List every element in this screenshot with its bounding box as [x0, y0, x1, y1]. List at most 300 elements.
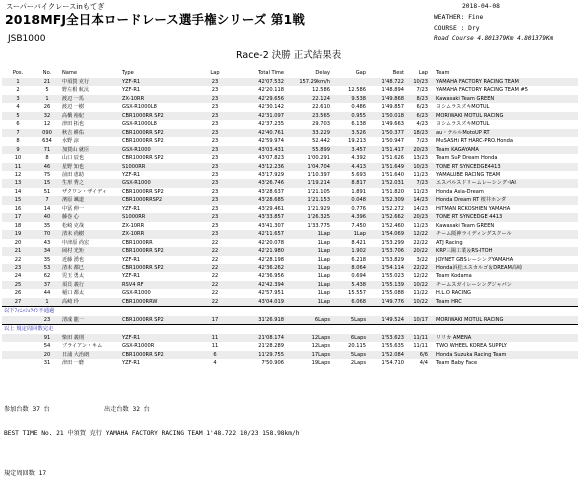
delay-cell: 1Lap — [286, 256, 332, 264]
pos-cell — [2, 316, 34, 325]
rider-name-cell: 清成 龍一 — [60, 316, 120, 325]
delay-cell: 1Lap — [286, 289, 332, 297]
best-lap-time-cell: 1'50.018 — [368, 112, 406, 120]
pos-cell: 14 — [2, 188, 34, 196]
table-row — [2, 230, 578, 238]
best-lap-time-cell: 1'49.776 — [368, 298, 406, 307]
table-row — [2, 146, 578, 154]
total-time-cell: 42'30.142 — [234, 103, 286, 111]
pos-cell: 7 — [2, 129, 34, 137]
total-time-cell: 11'29.755 — [234, 351, 286, 359]
table-row — [2, 129, 578, 137]
rider-name-cell: 中冨 伸一 — [60, 205, 120, 213]
laps-cell: 23 — [196, 120, 234, 128]
machine-cell: CBR1000RRW — [120, 298, 196, 307]
gap-cell: 12.586 — [332, 86, 368, 94]
laps-cell: 22 — [196, 289, 234, 297]
best-lap-number-cell: 10/23 — [406, 163, 430, 171]
col-pos: Pos. — [12, 70, 24, 76]
best-lap-number-cell: 6/23 — [406, 112, 430, 120]
gap-cell: 3.526 — [332, 129, 368, 137]
pos-cell: 1 — [2, 78, 34, 86]
machine-cell: GSX-R1000 — [120, 146, 196, 154]
results-body — [2, 78, 578, 367]
number-cell: 35 — [34, 256, 60, 264]
rider-name-cell: 加賀山 就臣 — [60, 146, 120, 154]
delay-cell: 1'10.397 — [286, 171, 332, 179]
rider-name-cell: ザクワン・ザイディ — [60, 188, 120, 196]
pos-cell: 9 — [2, 146, 34, 154]
gap-cell: 8.817 — [332, 179, 368, 187]
best-lap-time-cell: 1'51.649 — [368, 163, 406, 171]
number-cell: 75 — [34, 171, 60, 179]
best-lap-time-cell: 1'55.023 — [368, 272, 406, 280]
best-lap-time-cell: 1'52.309 — [368, 196, 406, 204]
best-lap-time-cell: 1'49.524 — [368, 316, 406, 325]
table-row — [2, 298, 578, 307]
number-cell: 46 — [34, 163, 60, 171]
number-cell: 37 — [34, 281, 60, 289]
laps-cell: 22 — [196, 272, 234, 280]
laps-cell: 23 — [196, 146, 234, 154]
team-cell: Kawasaki Team GREEN — [430, 222, 578, 230]
table-header-row — [2, 69, 578, 78]
machine-cell: CBR1000RR SP2 — [120, 137, 196, 145]
table-row — [2, 264, 578, 272]
rider-name-cell: 濱原 颯道 — [60, 196, 120, 204]
machine-cell: RSV4 RF — [120, 281, 196, 289]
total-time-cell: 42'40.761 — [234, 129, 286, 137]
below-laps-separator-label: 以上 規定周回数完走 — [2, 325, 578, 334]
table-row — [2, 103, 578, 111]
machine-cell: CBR1000RR SP2 — [120, 154, 196, 162]
rider-name-cell: 生形 秀之 — [60, 179, 120, 187]
pos-cell: 15 — [2, 196, 34, 204]
team-cell: Team SuP Dream Honda — [430, 154, 578, 162]
laps-cell: 23 — [196, 205, 234, 213]
gap-cell: 5Laps — [332, 351, 368, 359]
gap-cell: 7.450 — [332, 222, 368, 230]
number-cell: 43 — [34, 239, 60, 247]
best-lap-number-cell: 14/23 — [406, 196, 430, 204]
machine-cell: S1000RR — [120, 163, 196, 171]
delay-cell: 23.565 — [286, 112, 332, 120]
team-cell: リリカ AMENA — [430, 334, 578, 342]
delay-cell: 1'21.929 — [286, 205, 332, 213]
total-time-cell: 43'29.461 — [234, 205, 286, 213]
laps-cell: 22 — [196, 256, 234, 264]
delay-cell: 52.442 — [286, 137, 332, 145]
laps-cell: 23 — [196, 78, 234, 86]
delay-cell: 29.703 — [286, 120, 332, 128]
total-time-cell: 42'29.656 — [234, 95, 286, 103]
gap-cell: 0.486 — [332, 103, 368, 111]
table-row — [2, 239, 578, 247]
gap-cell: 19.213 — [332, 137, 368, 145]
total-time-cell: 42'20.078 — [234, 239, 286, 247]
pos-cell: 8 — [2, 137, 34, 145]
rider-name-cell: 稲口 都太 — [60, 289, 120, 297]
best-lap-number-cell: 11/11 — [406, 334, 430, 342]
pos-cell: 4 — [2, 103, 34, 111]
event-supertitle: スーパーバイクレースinもてぎ — [6, 2, 105, 11]
gap-cell: 1Lap — [332, 230, 368, 238]
best-lap-time-cell: 1'52.460 — [368, 222, 406, 230]
laps-cell: 23 — [196, 179, 234, 187]
number-cell: 51 — [34, 188, 60, 196]
pos-cell: 12 — [2, 171, 34, 179]
rider-name-cell: 柴田 義則 — [60, 334, 120, 342]
pos-cell: 11 — [2, 163, 34, 171]
team-cell: TONE RT SYNCEDGE 4413 — [430, 213, 578, 221]
results-table — [2, 69, 578, 367]
gap-cell: 1.891 — [332, 188, 368, 196]
gap-cell: 0.048 — [332, 196, 368, 204]
machine-cell: YZF-R1 — [120, 334, 196, 342]
team-cell: Team Baby Face — [430, 359, 578, 367]
rider-name-cell: 岡村 光矩 — [60, 247, 120, 255]
rider-name-cell: 日浦 大治朗 — [60, 351, 120, 359]
best-lap-time-cell: 1'51.820 — [368, 188, 406, 196]
best-lap-time-cell: 1'52.084 — [368, 351, 406, 359]
total-time-cell: 43'26.746 — [234, 179, 286, 187]
table-row — [2, 78, 578, 86]
total-time-cell: 42'31.097 — [234, 112, 286, 120]
team-cell: Team Kodama — [430, 272, 578, 280]
number-cell: 23 — [34, 316, 60, 325]
number-cell: 21 — [34, 78, 60, 86]
total-time-cell: 42'57.951 — [234, 289, 286, 297]
machine-cell: CBR1000RR — [120, 239, 196, 247]
col-best-lap: Lap — [418, 70, 428, 76]
delay-cell: 1'21.105 — [286, 188, 332, 196]
rider-name-cell: 児玉 勇太 — [60, 272, 120, 280]
laps-cell: 11 — [196, 334, 234, 342]
number-cell: 53 — [34, 264, 60, 272]
laps-cell: 4 — [196, 359, 234, 367]
machine-cell: YZF-R1 — [120, 256, 196, 264]
number-cell: 26 — [34, 103, 60, 111]
delay-cell: 1Lap — [286, 281, 332, 289]
best-lap-time-cell: 1'49.868 — [368, 95, 406, 103]
laps-cell: 22 — [196, 239, 234, 247]
pos-cell: 3 — [2, 95, 34, 103]
laps-cell: 23 — [196, 196, 234, 204]
rider-name-cell: 山口 辰也 — [60, 154, 120, 162]
gap-cell: 4.413 — [332, 163, 368, 171]
machine-cell: GSX-R1000 — [120, 179, 196, 187]
machine-cell: ZX-10RR — [120, 222, 196, 230]
machine-cell: CBR1000RR SP2 — [120, 316, 196, 325]
team-cell: Honda浜松エスカルゴ＆DREAM高崎 — [430, 264, 578, 272]
pos-cell: 21 — [2, 247, 34, 255]
delay-cell: 1'26.325 — [286, 213, 332, 221]
team-cell: Team HRC — [430, 298, 578, 307]
rider-name-cell: 前田 恵助 — [60, 171, 120, 179]
best-lap-time-cell: 1'55.139 — [368, 281, 406, 289]
pos-cell: 17 — [2, 213, 34, 221]
total-time-cell: 43'03.431 — [234, 146, 286, 154]
rider-name-cell: 近藤 湧也 — [60, 256, 120, 264]
total-time-cell: 43'17.929 — [234, 171, 286, 179]
laps-cell: 23 — [196, 129, 234, 137]
total-time-cell: 42'28.198 — [234, 256, 286, 264]
table-row — [2, 137, 578, 145]
delay-cell: 1Lap — [286, 239, 332, 247]
machine-cell: CBR1000RR SP2 — [120, 264, 196, 272]
machine-cell: CBR1000RRSP2 — [120, 196, 196, 204]
machine-cell: GSX-R1000L8 — [120, 103, 196, 111]
total-time-cell: 43'33.857 — [234, 213, 286, 221]
table-row — [2, 289, 578, 297]
gap-cell: 8.064 — [332, 264, 368, 272]
pos-cell — [2, 359, 34, 367]
team-cell: MuSASHi RT HARC-PRO.Honda — [430, 137, 578, 145]
gap-cell: 5.693 — [332, 171, 368, 179]
gap-cell: 4.396 — [332, 213, 368, 221]
total-time-cell: 42'11.657 — [234, 230, 286, 238]
rider-name-cell: 須貝 義行 — [60, 281, 120, 289]
number-cell: 62 — [34, 272, 60, 280]
col-gap: Gap — [355, 70, 366, 76]
table-row — [2, 342, 578, 350]
delay-cell: 1'04.704 — [286, 163, 332, 171]
laps-cell: 23 — [196, 95, 234, 103]
best-lap-number-cell: 3/22 — [406, 256, 430, 264]
pos-cell: 18 — [2, 222, 34, 230]
best-lap-number-cell: 11/11 — [406, 342, 430, 350]
table-row — [2, 179, 578, 187]
laps-cell: 6 — [196, 351, 234, 359]
number-cell: 1 — [34, 95, 60, 103]
table-row — [2, 256, 578, 264]
delay-cell: 1Lap — [286, 264, 332, 272]
laps-cell: 23 — [196, 163, 234, 171]
delay-cell: 22.124 — [286, 95, 332, 103]
best-lap-time-cell: 1'50.377 — [368, 129, 406, 137]
best-lap-number-cell: 11/23 — [406, 171, 430, 179]
table-row — [2, 281, 578, 289]
delay-cell: 1Lap — [286, 230, 332, 238]
machine-cell: CBR1000RR SP2 — [120, 351, 196, 359]
rider-name-cell: 津田 一磨 — [60, 359, 120, 367]
gap-cell: 0.694 — [332, 272, 368, 280]
team-cell: YAMAHA FACTORY RACING TEAM — [430, 78, 578, 86]
number-cell: 15 — [34, 179, 60, 187]
team-cell: H.L.O RACING — [430, 289, 578, 297]
best-lap-time-cell: 1'55.635 — [368, 342, 406, 350]
total-time-cell: 42'07.532 — [234, 78, 286, 86]
machine-cell: YZF-R1 — [120, 205, 196, 213]
team-cell: HiTMAN RCKOSHIEN YAMAHA — [430, 205, 578, 213]
machine-cell: ZX-10RR — [120, 230, 196, 238]
pos-cell — [2, 351, 34, 359]
number-cell: 34 — [34, 247, 60, 255]
best-lap-time-cell: 1'49.663 — [368, 120, 406, 128]
total-time-cell: 43'28.637 — [234, 188, 286, 196]
best-lap-time-cell: 1'51.417 — [368, 146, 406, 154]
delay-cell: 12.586 — [286, 86, 332, 94]
number-cell: 44 — [34, 289, 60, 297]
team-cell: MORIWAKI MOTUL RACING — [430, 112, 578, 120]
machine-cell: GSX-R1000L8 — [120, 120, 196, 128]
gap-cell — [332, 78, 368, 86]
gap-cell: 6.138 — [332, 120, 368, 128]
rider-name-cell: 秋吉 耕佑 — [60, 129, 120, 137]
col-delay: Delay — [315, 70, 330, 76]
laps-cell: 22 — [196, 281, 234, 289]
number-cell: 32 — [34, 112, 60, 120]
laps-cell: 22 — [196, 264, 234, 272]
best-lap-number-cell: 13/23 — [406, 154, 430, 162]
team-cell: Team KAGAYAMA — [430, 146, 578, 154]
delay-cell: 157.29km/h — [286, 78, 332, 86]
table-row — [2, 334, 578, 342]
number-cell: 7 — [34, 196, 60, 204]
team-cell: MORIWAKI MOTUL RACING — [430, 316, 578, 325]
rider-name-cell: 渡辺 一馬 — [60, 95, 120, 103]
best-lap-number-cell: 22/22 — [406, 239, 430, 247]
delay-cell: 17Laps — [286, 351, 332, 359]
machine-cell: CBR1000RR SP2 — [120, 112, 196, 120]
laps-cell: 23 — [196, 86, 234, 94]
table-row — [2, 171, 578, 179]
best-lap-number-cell: 14/23 — [406, 205, 430, 213]
number-cell: 090 — [34, 129, 60, 137]
best-lap-time-cell: 1'48.722 — [368, 78, 406, 86]
total-time-cell: 42'59.974 — [234, 137, 286, 145]
number-cell: 31 — [34, 359, 60, 367]
total-time-cell: 43'07.823 — [234, 154, 286, 162]
rider-name-cell: 高橋 裕紀 — [60, 112, 120, 120]
rider-name-cell: 津田 拓也 — [60, 120, 120, 128]
best-lap-number-cell: 4/4 — [406, 359, 430, 367]
rider-name-cell: 清末 尚樹 — [60, 230, 120, 238]
delay-cell: 6Laps — [286, 316, 332, 325]
table-row — [2, 213, 578, 221]
number-cell: 91 — [34, 334, 60, 342]
laps-cell: 23 — [196, 188, 234, 196]
total-time-cell: 42'42.394 — [234, 281, 286, 289]
team-cell: Honda Dream RT 桜井ホンダ — [430, 196, 578, 204]
laps-cell: 17 — [196, 316, 234, 325]
total-time-cell: 43'28.685 — [234, 196, 286, 204]
pos-cell — [2, 342, 34, 350]
team-cell: au・テルルMotoUP RT — [430, 129, 578, 137]
machine-cell: CBR1000RR SP2 — [120, 188, 196, 196]
best-lap-number-cell: 6/6 — [406, 351, 430, 359]
team-cell: ATJ Racing — [430, 239, 578, 247]
best-lap-number-cell: 11/22 — [406, 289, 430, 297]
machine-cell: YZF-R1 — [120, 78, 196, 86]
best-lap-time-cell: 1'51.640 — [368, 171, 406, 179]
delay-cell: 1Lap — [286, 272, 332, 280]
pos-cell: 24 — [2, 272, 34, 280]
gap-cell: 15.557 — [332, 289, 368, 297]
number-cell: 35 — [34, 222, 60, 230]
table-row — [2, 222, 578, 230]
gap-cell: 6.068 — [332, 298, 368, 307]
rider-name-cell: 星野 知也 — [60, 163, 120, 171]
number-cell: 20 — [34, 351, 60, 359]
best-lap-number-cell: 20/22 — [406, 247, 430, 255]
team-cell: Honda Suzuka Racing Team — [430, 351, 578, 359]
best-lap-time-cell: 1'53.623 — [368, 334, 406, 342]
machine-cell: YZF-R1 — [120, 86, 196, 94]
best-lap-number-cell: 4/23 — [406, 120, 430, 128]
rider-name-cell: 中須賀 克行 — [60, 78, 120, 86]
number-cell: 5 — [34, 86, 60, 94]
best-lap-number-cell: 18/23 — [406, 129, 430, 137]
table-row — [2, 316, 578, 325]
team-cell: YAMALUBE RACING TEAM — [430, 171, 578, 179]
unclassified-separator — [2, 307, 578, 316]
delay-cell: 1Lap — [286, 247, 332, 255]
best-lap-time-cell: 1'53.829 — [368, 256, 406, 264]
best-lap-number-cell: 22/22 — [406, 264, 430, 272]
total-time-cell: 21'28.289 — [234, 342, 286, 350]
pos-cell: 22 — [2, 256, 34, 264]
best-lap-number-cell: 10/17 — [406, 316, 430, 325]
laps-cell: 23 — [196, 222, 234, 230]
gap-cell: 20.115 — [332, 342, 368, 350]
col-no: No. — [42, 70, 52, 76]
number-cell: 1 — [34, 298, 60, 307]
table-row — [2, 351, 578, 359]
table-row — [2, 205, 578, 213]
total-time-cell: 42'36.956 — [234, 272, 286, 280]
col-name: Name — [62, 70, 78, 76]
pos-cell: 20 — [2, 239, 34, 247]
best-lap-time-cell: 1'53.299 — [368, 239, 406, 247]
laps-cell: 23 — [196, 213, 234, 221]
pos-cell — [2, 334, 34, 342]
team-cell: ヨシムラスズキMOTUL — [430, 120, 578, 128]
laps-cell: 22 — [196, 298, 234, 307]
machine-cell: YZF-R1 — [120, 171, 196, 179]
best-lap-time-cell: 1'54.114 — [368, 264, 406, 272]
team-cell: TWO WHEEL KOREA SUPPLY — [430, 342, 578, 350]
best-lap-time-cell: 1'55.088 — [368, 289, 406, 297]
number-cell: 71 — [34, 146, 60, 154]
page-title: 2018MFJ全日本ロードレース選手権シリーズ 第1戦 — [5, 12, 305, 27]
delay-cell: 22.610 — [286, 103, 332, 111]
total-time-cell: 31'26.918 — [234, 316, 286, 325]
best-lap-number-cell: 20/23 — [406, 213, 430, 221]
race-title: Race-2 決勝 正式結果表 — [236, 50, 342, 61]
machine-cell: CBR1000RR SP2 — [120, 247, 196, 255]
entries-count: 参加台数 37 台 — [4, 406, 50, 413]
gap-cell: 8.421 — [332, 239, 368, 247]
number-cell: 54 — [34, 342, 60, 350]
machine-cell: YZF-R1 — [120, 359, 196, 367]
table-row — [2, 188, 578, 196]
machine-cell: CBR1000RR SP2 — [120, 129, 196, 137]
delay-cell: 12Laps — [286, 342, 332, 350]
delay-cell: 1'00.291 — [286, 154, 332, 162]
table-row — [2, 272, 578, 280]
total-time-cell: 43'41.307 — [234, 222, 286, 230]
total-time-cell: 42'36.262 — [234, 264, 286, 272]
team-cell: チームスガイレーシングジャパン — [430, 281, 578, 289]
total-time-cell: 43'12.236 — [234, 163, 286, 171]
gap-cell: 6Laps — [332, 334, 368, 342]
regulation-laps: 規定周回数 17 — [4, 470, 47, 477]
best-lap-number-cell: 10/22 — [406, 281, 430, 289]
table-row — [2, 120, 578, 128]
best-lap-number-cell: 10/23 — [406, 78, 430, 86]
best-lap-number-cell: 8/23 — [406, 95, 430, 103]
